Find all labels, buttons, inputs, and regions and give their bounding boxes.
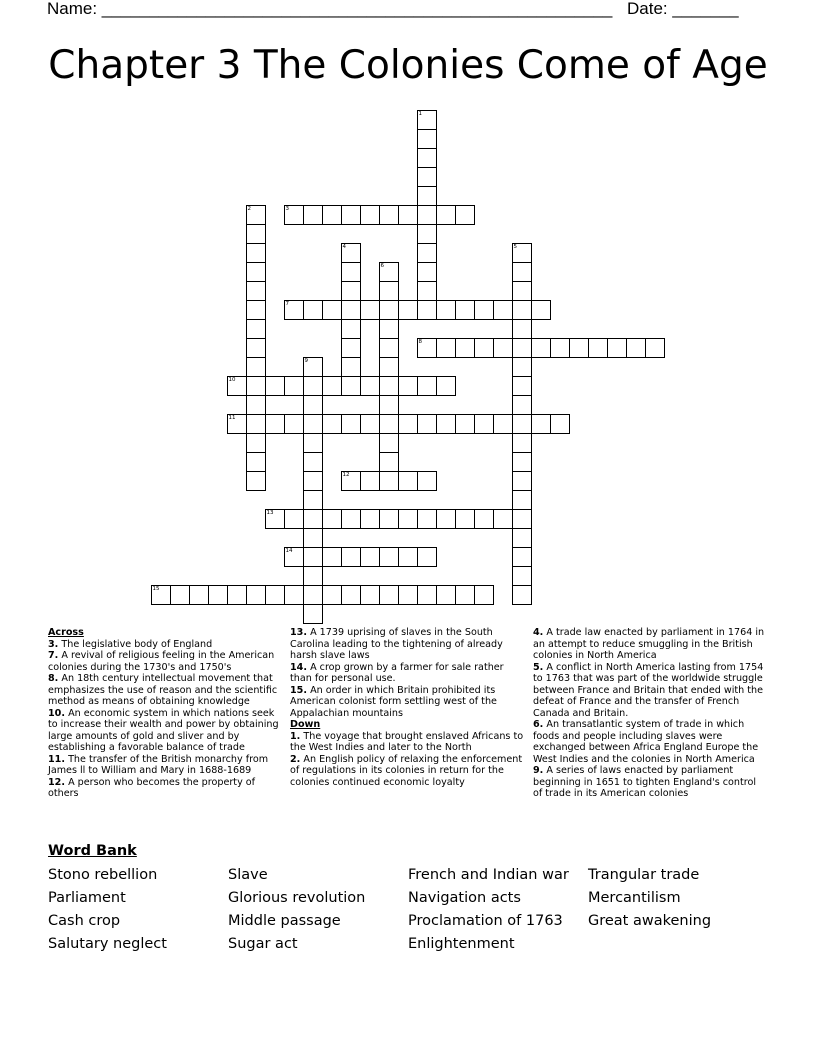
crossword-cell[interactable] [417, 129, 437, 149]
crossword-cell[interactable] [398, 205, 418, 225]
crossword-cell[interactable] [379, 357, 399, 377]
clue-text: A trade law enacted by parliament in 1764 in an attempt to reduce smuggling in the British colonies in North America [533, 627, 765, 661]
crossword-cell[interactable] [360, 471, 380, 491]
crossword-cell[interactable] [246, 414, 266, 434]
crossword-cell[interactable] [417, 243, 437, 263]
crossword-cell[interactable] [341, 414, 361, 434]
crossword-cell[interactable] [284, 414, 304, 434]
word-bank-item: Navigation acts [408, 890, 521, 906]
crossword-cell[interactable] [284, 376, 304, 396]
clue-text: A revival of religious feeling in the American colonies during the 1730's and 1750's [48, 650, 275, 673]
crossword-cell[interactable] [360, 205, 380, 225]
clue-number-label: 2. [290, 753, 301, 765]
crossword-cell[interactable] [360, 300, 380, 320]
crossword-cell[interactable] [246, 262, 266, 282]
crossword-cell[interactable] [569, 338, 589, 358]
crossword-cell[interactable] [227, 414, 247, 434]
clue-text: The voyage that brought enslaved Africans to the West Indies and later to the North [290, 730, 524, 753]
clue-number-label: 1. [290, 730, 301, 742]
crossword-cell[interactable] [512, 357, 532, 377]
clue-number: 13 [266, 509, 274, 516]
date-field-label[interactable]: Date: _______ [627, 0, 739, 18]
crossword-cell[interactable] [303, 547, 323, 567]
crossword-cell[interactable] [379, 585, 399, 605]
crossword-cell[interactable] [512, 547, 532, 567]
crossword-cell[interactable] [512, 566, 532, 586]
crossword-cell[interactable] [493, 414, 513, 434]
crossword-cell[interactable] [417, 338, 437, 358]
clue-number-label: 8. [48, 673, 59, 684]
crossword-cell[interactable] [512, 243, 532, 263]
crossword-cell[interactable] [246, 300, 266, 320]
crossword-cell[interactable] [341, 471, 361, 491]
crossword-cell[interactable] [341, 509, 361, 529]
crossword-cell[interactable] [303, 566, 323, 586]
crossword-cell[interactable] [246, 452, 266, 472]
crossword-cell[interactable] [170, 585, 190, 605]
crossword-cell[interactable] [151, 585, 171, 605]
crossword-cell[interactable] [417, 281, 437, 301]
crossword-cell[interactable] [512, 528, 532, 548]
clue-item [48, 777, 282, 800]
crossword-cell[interactable] [550, 338, 570, 358]
crossword-cell[interactable] [512, 281, 532, 301]
crossword-cell[interactable] [455, 414, 475, 434]
crossword-cell[interactable] [284, 205, 304, 225]
crossword-cell[interactable] [398, 376, 418, 396]
crossword-cell[interactable] [512, 452, 532, 472]
crossword-cell[interactable] [303, 509, 323, 529]
crossword-cell[interactable] [417, 585, 437, 605]
clue-number-label: 12. [48, 776, 65, 788]
crossword-cell[interactable] [265, 509, 285, 529]
clue-number-label: 6. [533, 719, 544, 730]
crossword-cell[interactable] [227, 376, 247, 396]
clue-heading: Down [290, 719, 321, 730]
crossword-cell[interactable] [284, 300, 304, 320]
clue-item [48, 650, 282, 673]
crossword-cell[interactable] [246, 224, 266, 244]
crossword-cell[interactable] [436, 509, 456, 529]
clue-number-label: 9. [533, 765, 544, 776]
clue-number-label: 3. [48, 638, 59, 650]
clue-number: 12 [342, 471, 350, 478]
clue-item [290, 754, 524, 789]
crossword-cell[interactable] [246, 376, 266, 396]
word-bank-item: Salutary neglect [48, 936, 167, 952]
word-bank-item: Sugar act [228, 936, 298, 952]
crossword-cell[interactable] [512, 262, 532, 282]
crossword-cell[interactable] [417, 547, 437, 567]
crossword-cell[interactable] [379, 452, 399, 472]
crossword-cell[interactable] [626, 338, 646, 358]
clue-number: 11 [228, 414, 236, 421]
word-bank-item: Great awakening [588, 913, 712, 929]
crossword-cell[interactable] [512, 338, 532, 358]
crossword-cell[interactable] [341, 205, 361, 225]
crossword-cell[interactable] [417, 262, 437, 282]
word-bank-item: Proclamation of 1763 [408, 913, 563, 929]
crossword-cell[interactable] [322, 205, 342, 225]
crossword-cell[interactable] [379, 509, 399, 529]
crossword-cell[interactable] [417, 167, 437, 187]
crossword-cell[interactable] [493, 338, 513, 358]
clue-number-label: 7. [48, 650, 59, 661]
crossword-cell[interactable] [379, 300, 399, 320]
crossword-cell[interactable] [360, 547, 380, 567]
word-bank-item: Mercantilism [588, 890, 681, 906]
crossword-cell[interactable] [474, 509, 494, 529]
crossword-cell[interactable] [512, 585, 532, 605]
crossword-cell[interactable] [303, 205, 323, 225]
clue-text: An 18th century intellectual movement that emphasizes the use of reason and the scientific method as means of obtaining knowledge [48, 673, 278, 707]
crossword-cell[interactable] [246, 281, 266, 301]
crossword-cell[interactable] [265, 376, 285, 396]
clue-item [290, 627, 524, 662]
clue-text: A 1739 uprising of slaves in the South Carolina leading to the tightening of already harsh slave laws [290, 627, 503, 661]
crossword-cell[interactable] [303, 376, 323, 396]
crossword-cell[interactable] [208, 585, 228, 605]
crossword-cell[interactable] [379, 281, 399, 301]
word-bank-title: Word Bank [48, 843, 137, 859]
crossword-cell[interactable] [246, 395, 266, 415]
crossword-cell[interactable] [322, 547, 342, 567]
clue-number: 3 [285, 205, 289, 212]
clue-number-label: 13. [290, 627, 307, 638]
crossword-cell[interactable] [246, 319, 266, 339]
crossword-cell[interactable] [322, 585, 342, 605]
clue-number: 6 [380, 262, 384, 269]
clue-number-label: 11. [48, 753, 65, 765]
crossword-cell[interactable] [645, 338, 665, 358]
clue-number: 4 [342, 243, 346, 250]
crossword-cell[interactable] [398, 471, 418, 491]
clue-number: 10 [228, 376, 236, 383]
word-bank-item: Parliament [48, 890, 126, 906]
crossword-cell[interactable] [341, 243, 361, 263]
crossword-cell[interactable] [246, 585, 266, 605]
clue-text: An order in which Britain prohibited its American colonist form settling west of the Appalachian mountains [290, 684, 497, 719]
crossword-cell[interactable] [246, 471, 266, 491]
crossword-cell[interactable] [303, 414, 323, 434]
crossword-cell[interactable] [341, 281, 361, 301]
crossword-cell[interactable] [303, 357, 323, 377]
crossword-cell[interactable] [512, 471, 532, 491]
crossword-cell[interactable] [322, 300, 342, 320]
crossword-cell[interactable] [417, 509, 437, 529]
crossword-cell[interactable] [531, 338, 551, 358]
word-bank-item: Glorious revolution [228, 890, 366, 906]
clue-text: A series of laws enacted by parliament beginning in 1651 to tighten England's control of trade in its American colonies [533, 765, 757, 799]
crossword-cell[interactable] [474, 338, 494, 358]
clue-number: 5 [513, 243, 517, 250]
clue-number: 9 [304, 357, 308, 364]
crossword-cell[interactable] [341, 585, 361, 605]
crossword-cell[interactable] [493, 300, 513, 320]
crossword-cell[interactable] [436, 338, 456, 358]
crossword-cell[interactable] [417, 376, 437, 396]
crossword-cell[interactable] [303, 433, 323, 453]
crossword-cell[interactable] [246, 205, 266, 225]
clue-item [290, 685, 524, 720]
clue-number: 2 [247, 205, 251, 212]
crossword-cell[interactable] [246, 338, 266, 358]
crossword-cell[interactable] [379, 471, 399, 491]
crossword-cell[interactable] [607, 338, 627, 358]
crossword-cell[interactable] [360, 376, 380, 396]
clue-item [48, 754, 282, 777]
crossword-cell[interactable] [531, 414, 551, 434]
crossword-cell[interactable] [303, 452, 323, 472]
word-bank-item: Enlightenment [408, 936, 515, 952]
crossword-cell[interactable] [455, 338, 475, 358]
crossword-cell[interactable] [341, 262, 361, 282]
clue-item [533, 765, 767, 800]
crossword-cell[interactable] [550, 414, 570, 434]
clue-item [290, 731, 524, 754]
clue-text: The legislative body of England [61, 638, 213, 650]
crossword-cell[interactable] [417, 205, 437, 225]
clue-item [533, 719, 767, 765]
crossword-cell[interactable] [246, 433, 266, 453]
crossword-cell[interactable] [303, 471, 323, 491]
word-bank-item: French and Indian war [408, 867, 569, 883]
crossword-cell[interactable] [512, 414, 532, 434]
crossword-cell[interactable] [398, 300, 418, 320]
crossword-cell[interactable] [322, 376, 342, 396]
clue-item [48, 639, 282, 651]
clue-item [48, 708, 282, 754]
crossword-cell[interactable] [417, 414, 437, 434]
crossword-cell[interactable] [436, 585, 456, 605]
crossword-cell[interactable] [189, 585, 209, 605]
crossword-cell[interactable] [474, 585, 494, 605]
crossword-cell[interactable] [474, 414, 494, 434]
crossword-cell[interactable] [512, 509, 532, 529]
crossword-cell[interactable] [284, 547, 304, 567]
crossword-cell[interactable] [588, 338, 608, 358]
clue-number-label: 14. [290, 661, 307, 673]
clue-text: An transatlantic system of trade in which foods and people including slaves were exchanged between Africa England Europe the West Indies and the colonies in North America [533, 719, 759, 765]
crossword-cell[interactable] [379, 433, 399, 453]
crossword-cell[interactable] [436, 300, 456, 320]
crossword-cell[interactable] [227, 585, 247, 605]
word-bank-item: Trangular trade [588, 867, 700, 883]
clue-number: 8 [418, 338, 422, 345]
clue-number-label: 15. [290, 684, 307, 696]
clues-column-3 [533, 627, 767, 800]
crossword-cell[interactable] [512, 300, 532, 320]
crossword-cell[interactable] [341, 338, 361, 358]
crossword-cell[interactable] [379, 547, 399, 567]
clue-text: The transfer of the British monarchy from James ll to William and Mary in 1688-1689 [48, 753, 269, 776]
crossword-cell[interactable] [322, 414, 342, 434]
crossword-cell[interactable] [436, 205, 456, 225]
crossword-cell[interactable] [379, 376, 399, 396]
crossword-cell[interactable] [284, 585, 304, 605]
clue-text: A conflict in North America lasting from 1754 to 1763 that was part of the worldwide struggle between France and Britain that ended with the defeat of France and the transfer of French Canada and Britain. [533, 661, 764, 719]
crossword-cell[interactable] [455, 509, 475, 529]
crossword-cell[interactable] [436, 376, 456, 396]
crossword-cell[interactable] [398, 509, 418, 529]
crossword-cell[interactable] [417, 224, 437, 244]
clues-column-2 [290, 627, 524, 788]
clue-number: 7 [285, 300, 289, 307]
crossword-cell[interactable] [417, 148, 437, 168]
crossword-cell[interactable] [246, 357, 266, 377]
clue-number-label: 4. [533, 627, 544, 638]
crossword-cell[interactable] [322, 509, 342, 529]
clues-column-1 [48, 627, 282, 800]
crossword-cell[interactable] [379, 414, 399, 434]
crossword-cell[interactable] [360, 509, 380, 529]
crossword-cell[interactable] [398, 547, 418, 567]
crossword-cell[interactable] [341, 300, 361, 320]
page-title: Chapter 3 The Colonies Come of Age [48, 43, 768, 88]
crossword-cell[interactable] [341, 376, 361, 396]
crossword-cell[interactable] [303, 300, 323, 320]
crossword-cell[interactable] [417, 300, 437, 320]
crossword-cell[interactable] [455, 300, 475, 320]
crossword-cell[interactable] [531, 300, 551, 320]
crossword-cell[interactable] [512, 433, 532, 453]
clue-item [290, 662, 524, 685]
crossword-cell[interactable] [360, 414, 380, 434]
crossword-cell[interactable] [341, 547, 361, 567]
crossword-cell[interactable] [493, 509, 513, 529]
crossword-cell[interactable] [455, 585, 475, 605]
clue-item [533, 627, 767, 662]
clue-text: A person who becomes the property of others [48, 776, 256, 799]
crossword-cell[interactable] [379, 205, 399, 225]
clue-number: 15 [152, 585, 160, 592]
crossword-cell[interactable] [246, 243, 266, 263]
crossword-cell[interactable] [455, 205, 475, 225]
crossword-cell[interactable] [417, 186, 437, 206]
crossword-cell[interactable] [398, 414, 418, 434]
word-bank-item: Slave [228, 867, 268, 883]
clue-item [48, 673, 282, 708]
crossword-cell[interactable] [512, 490, 532, 510]
name-field-label[interactable]: Name: ______________________________________________________ [47, 0, 613, 18]
clue-item [533, 662, 767, 720]
crossword-cell[interactable] [303, 528, 323, 548]
crossword-cell[interactable] [284, 509, 304, 529]
clue-number: 14 [285, 547, 293, 554]
clue-text: An economic system in which nations seek to increase their wealth and power by obtaining large amounts of gold and sliver and by establishing a favorable balance of trade [48, 707, 279, 753]
clue-text: An English policy of relaxing the enforcement of regulations in its colonies in return for the colonies continued economic loyalty [290, 753, 523, 788]
crossword-cell[interactable] [303, 490, 323, 510]
crossword-cell[interactable] [474, 300, 494, 320]
crossword-cell[interactable] [512, 395, 532, 415]
clue-text: A crop grown by a farmer for sale rather than for personal use. [290, 661, 504, 684]
crossword-cell[interactable] [265, 414, 285, 434]
crossword-cell[interactable] [341, 319, 361, 339]
word-bank-item: Middle passage [228, 913, 341, 929]
crossword-cell[interactable] [303, 395, 323, 415]
crossword-cell[interactable] [360, 585, 380, 605]
crossword-cell[interactable] [436, 414, 456, 434]
clue-number-label: 10. [48, 707, 65, 719]
crossword-cell[interactable] [379, 319, 399, 339]
crossword-cell[interactable] [303, 585, 323, 605]
crossword-cell[interactable] [398, 585, 418, 605]
crossword-cell[interactable] [417, 110, 437, 130]
word-bank-item: Cash crop [48, 913, 121, 929]
crossword-cell[interactable] [512, 319, 532, 339]
crossword-cell[interactable] [341, 357, 361, 377]
word-bank-item: Stono rebellion [48, 867, 158, 883]
crossword-cell[interactable] [379, 338, 399, 358]
crossword-cell[interactable] [379, 262, 399, 282]
crossword-cell[interactable] [417, 471, 437, 491]
clue-number-label: 5. [533, 661, 544, 673]
crossword-cell[interactable] [265, 585, 285, 605]
clue-heading: Across [48, 627, 84, 638]
crossword-cell[interactable] [512, 376, 532, 396]
clue-number: 1 [418, 110, 422, 117]
crossword-cell[interactable] [303, 604, 323, 624]
crossword-cell[interactable] [379, 395, 399, 415]
